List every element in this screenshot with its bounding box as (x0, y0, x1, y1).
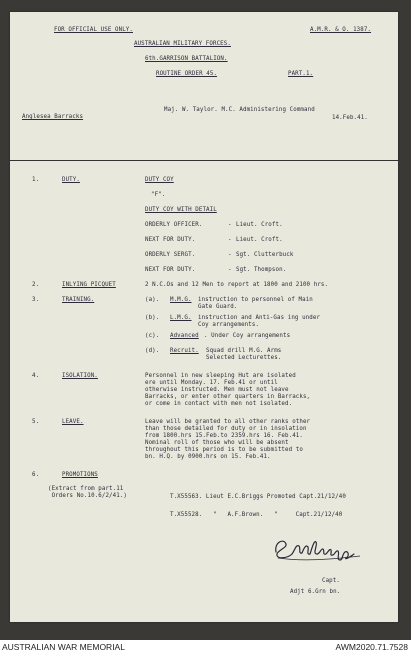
classification-label: FOR OFFICIAL USE ONLY. (54, 27, 133, 33)
archive-name: AUSTRALIAN WAR MEMORIAL (2, 642, 125, 652)
force-name: AUSTRALIAN MILITARY FORCES. (134, 41, 231, 47)
archive-footer (0, 640, 411, 653)
training-text: . Under Coy arrangements (204, 333, 291, 339)
section-title-picquet: INLYING PICQUET (62, 282, 116, 288)
promotion-entry: T.X55563. Lieut E.C.Briggs Promoted Capt.21/12/40 (170, 494, 346, 500)
commander: Maj. W. Taylor. M.C. Administering Command (164, 107, 315, 113)
training-lead: Recruit. (170, 348, 199, 354)
duty-name: Sgt. Clutterbuck (236, 252, 294, 258)
duty-coy-value: "F". (151, 192, 166, 198)
duty-role: ORDERLY OFFICER. (145, 222, 203, 228)
section-number-isolation: 4. (32, 373, 40, 379)
isolation-text: Personnel in new sleeping Hut are isolated ere until Monday. 17. Feb.41 or until otherwise instructed. Men must not leave Barracks, or enter other quarters in Barracks, or come in contact with men not isolated. (145, 373, 311, 407)
training-letter: (a). (145, 297, 160, 303)
signatory-rank: Capt. (322, 578, 340, 584)
signatory-appointment: Adjt 6.Grn bn. (290, 589, 341, 595)
duty-sep: - (228, 267, 232, 273)
header-divider (10, 160, 398, 161)
training-lead: M.M.G. (170, 297, 192, 303)
location: Anglesea Barracks (22, 114, 84, 120)
order-date: 14.Feb.41. (332, 115, 368, 121)
training-lead: L.M.G. (170, 315, 192, 321)
training-text: Squad drill M.G. Arms Selected Lecturettes. (206, 348, 282, 361)
picquet-text: 2 N.C.Os and 12 Men to report at 1800 and 2100 hrs. (145, 282, 329, 288)
duty-sep: - (228, 252, 232, 258)
training-lead: Advanced (170, 333, 199, 339)
document-page (10, 12, 398, 622)
duty-name: Lieut. Croft. (236, 222, 283, 228)
section-title-leave: LEAVE. (62, 419, 84, 425)
duty-name: Lieut. Croft. (236, 237, 283, 243)
section-number-duty: 1. (32, 177, 40, 183)
duty-sep: - (228, 222, 232, 228)
training-letter: (b). (145, 315, 160, 321)
duty-role: ORDERLY SERGT. (145, 252, 196, 258)
training-text: instruction to personnel of Main Gate Guard. (198, 297, 313, 310)
section-number-training: 3. (32, 297, 40, 303)
section-title-promotions: PROMOTIONS (62, 472, 98, 478)
unit-name: 6th.GARRISON BATTALION. (145, 56, 228, 62)
leave-text: Leave will be granted to all other ranks other than those detailed for duty or in insolation from 1800.hrs 15.Feb.to 2359.hrs 16. Feb.41. Nominal roll of those who will be absent throughout this period is to be submitted to bn. H.Q. by 0900.hrs on 15. Feb.41. (145, 419, 311, 460)
duty-detail-heading: DUTY COY WITH DETAIL (145, 207, 217, 213)
training-letter: (c). (145, 333, 160, 339)
duty-name: Sgt. Thompson. (236, 267, 287, 273)
duty-sep: - (228, 237, 232, 243)
order-number: ROUTINE ORDER 45. (156, 71, 218, 77)
promotions-extract-ref: (Extract from part.11 Orders No.10.6/2/41.) (48, 486, 127, 499)
promotion-entry: T.X55528. " A.F.Brown. " Capt.21/12/40 (170, 512, 343, 518)
section-title-training: TRAINING. (62, 297, 95, 303)
form-reference: A.M.R. & O. 1387. (310, 27, 372, 33)
part-number: PART.1. (288, 71, 314, 77)
duty-role: NEXT FOR DUTY. (145, 237, 196, 243)
duty-role: NEXT FOR DUTY. (145, 267, 196, 273)
section-number-leave: 5. (32, 419, 40, 425)
handwritten-signature (268, 530, 373, 566)
duty-coy-label: DUTY COY (145, 177, 174, 183)
training-text: instruction and Anti-Gas ing under Coy arrangements. (198, 315, 321, 328)
section-title-isolation: ISOLATION. (62, 373, 98, 379)
section-number-picquet: 2. (32, 282, 40, 288)
training-letter: (d). (145, 348, 160, 354)
section-title-duty: DUTY. (62, 177, 80, 183)
section-number-promotions: 6. (32, 472, 40, 478)
archive-accession-number: AWM2020.71.7528 (335, 642, 408, 652)
